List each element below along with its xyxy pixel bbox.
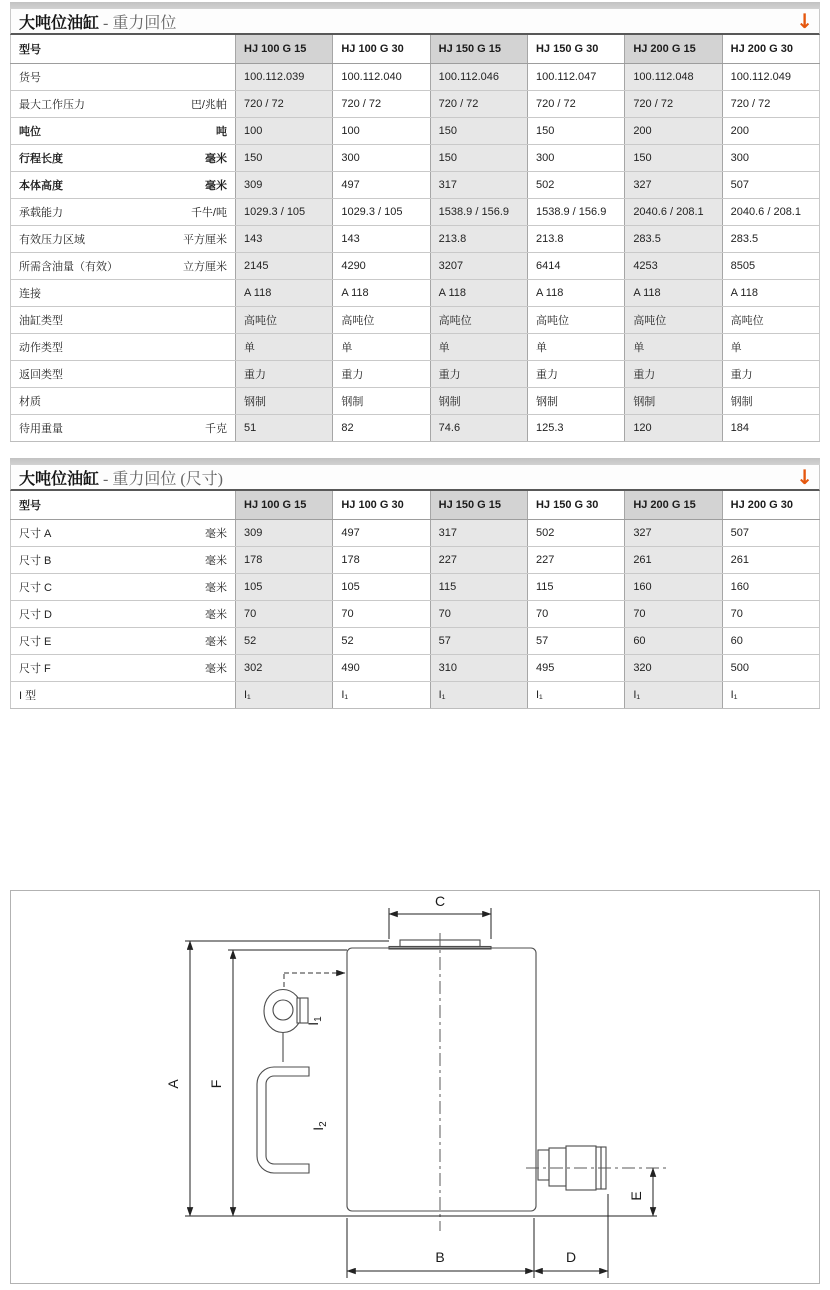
value-cell: 500 xyxy=(722,655,819,682)
value-cell: 160 xyxy=(625,574,722,601)
value-cell: 150 xyxy=(527,118,624,145)
row-unit: 毫米 xyxy=(205,153,227,165)
value-cell: 115 xyxy=(527,574,624,601)
dim-label-a: A xyxy=(165,1079,181,1089)
header-row xyxy=(11,491,820,520)
value-cell: 213.8 xyxy=(430,226,527,253)
value-cell: 302 xyxy=(236,655,333,682)
row-label-cell xyxy=(11,520,236,547)
table-row xyxy=(11,547,820,574)
value-cell: 213.8 xyxy=(527,226,624,253)
dim-label-f: F xyxy=(208,1079,224,1089)
row-label: 尺寸 D xyxy=(19,609,52,621)
down-arrow-icon: ↓ xyxy=(796,465,813,489)
section-header xyxy=(10,465,820,491)
value-cell: 单 xyxy=(722,334,819,361)
value-cell: 重力 xyxy=(625,361,722,388)
value-cell: 高吨位 xyxy=(430,307,527,334)
value-cell: A 118 xyxy=(527,280,624,307)
value-cell: 52 xyxy=(333,628,430,655)
value-cell: I₁ xyxy=(236,682,333,709)
value-cell: 300 xyxy=(527,145,624,172)
lifting-eye-hole xyxy=(273,1000,293,1020)
value-cell: 490 xyxy=(333,655,430,682)
value-cell: 4290 xyxy=(333,253,430,280)
value-cell: 200 xyxy=(722,118,819,145)
value-cell: 重力 xyxy=(722,361,819,388)
section-title-sub: - 重力回位 xyxy=(99,14,177,32)
row-label: 尺寸 B xyxy=(19,555,52,567)
row-label-cell xyxy=(11,280,236,307)
cylinder-body-outline xyxy=(257,940,606,1211)
dim-label-e: E xyxy=(628,1191,644,1201)
value-cell: 钢制 xyxy=(236,388,333,415)
value-cell: 重力 xyxy=(430,361,527,388)
value-cell: 70 xyxy=(527,601,624,628)
value-cell: 160 xyxy=(722,574,819,601)
eye-leader xyxy=(284,973,345,987)
value-cell: 100 xyxy=(333,118,430,145)
row-unit: 毫米 xyxy=(205,609,227,621)
value-cell: 重力 xyxy=(527,361,624,388)
dim-label-b: B xyxy=(435,1249,445,1265)
value-cell: 261 xyxy=(722,547,819,574)
value-cell: 283.5 xyxy=(722,226,819,253)
value-cell: 100 xyxy=(236,118,333,145)
value-cell: 单 xyxy=(430,334,527,361)
value-cell: 125.3 xyxy=(527,415,624,442)
table-row xyxy=(11,253,820,280)
value-cell: A 118 xyxy=(625,280,722,307)
value-cell: 150 xyxy=(236,145,333,172)
value-cell: 184 xyxy=(722,415,819,442)
row-label-cell xyxy=(11,628,236,655)
coupler-neck xyxy=(549,1148,566,1186)
row-unit: 毫米 xyxy=(205,636,227,648)
table-row xyxy=(11,280,820,307)
value-cell: 300 xyxy=(333,145,430,172)
row-label: 油缸类型 xyxy=(19,315,63,327)
table-row xyxy=(11,307,820,334)
row-label: 尺寸 E xyxy=(19,636,52,648)
value-cell: 720 / 72 xyxy=(527,91,624,118)
column-header: HJ 100 G 30 xyxy=(333,35,430,64)
value-cell: 钢制 xyxy=(722,388,819,415)
row-label: 动作类型 xyxy=(19,342,63,354)
value-cell: I₁ xyxy=(722,682,819,709)
carrying-handle xyxy=(257,1067,309,1173)
value-cell: 309 xyxy=(236,172,333,199)
row-label-cell xyxy=(11,226,236,253)
row-unit: 毫米 xyxy=(205,555,227,567)
value-cell: 150 xyxy=(625,145,722,172)
value-cell: 100.112.049 xyxy=(722,64,819,91)
part-label-i2: $I_2$ xyxy=(310,1121,329,1131)
row-label: 行程长度 xyxy=(19,153,63,165)
row-label: I 型 xyxy=(19,690,37,702)
row-label: 货号 xyxy=(19,72,41,84)
row-label: 材质 xyxy=(19,396,41,408)
value-cell: 2040.6 / 208.1 xyxy=(625,199,722,226)
value-cell: 1538.9 / 156.9 xyxy=(430,199,527,226)
value-cell: 100.112.048 xyxy=(625,64,722,91)
value-cell: 309 xyxy=(236,520,333,547)
column-header: HJ 150 G 15 xyxy=(430,35,527,64)
table-row xyxy=(11,145,820,172)
value-cell: 57 xyxy=(430,628,527,655)
hydraulic-coupler xyxy=(538,1146,606,1190)
table-row xyxy=(11,118,820,145)
value-cell: 70 xyxy=(430,601,527,628)
value-cell: 单 xyxy=(236,334,333,361)
value-cell: 143 xyxy=(236,226,333,253)
cylinder-diagram-svg xyxy=(11,891,819,1283)
value-cell: 钢制 xyxy=(333,388,430,415)
value-cell: 178 xyxy=(236,547,333,574)
value-cell: 1029.3 / 105 xyxy=(236,199,333,226)
value-cell: 钢制 xyxy=(527,388,624,415)
dim-label-c: C xyxy=(434,893,446,909)
value-cell: A 118 xyxy=(333,280,430,307)
value-cell: 100.112.040 xyxy=(333,64,430,91)
row-unit: 毫米 xyxy=(205,663,227,675)
value-cell: 178 xyxy=(333,547,430,574)
value-cell: I₁ xyxy=(430,682,527,709)
value-cell: A 118 xyxy=(722,280,819,307)
value-cell: 钢制 xyxy=(430,388,527,415)
row-unit: 千克 xyxy=(205,423,227,435)
row-label-cell xyxy=(11,547,236,574)
value-cell: 720 / 72 xyxy=(333,91,430,118)
value-cell: 1029.3 / 105 xyxy=(333,199,430,226)
lifting-eye-ring xyxy=(264,990,302,1033)
value-cell: 100.112.047 xyxy=(527,64,624,91)
column-header: HJ 200 G 30 xyxy=(722,35,819,64)
row-unit: 毫米 xyxy=(205,180,227,192)
value-cell: 227 xyxy=(527,547,624,574)
section-topbar xyxy=(10,458,820,465)
row-label-cell xyxy=(11,91,236,118)
value-cell: 高吨位 xyxy=(722,307,819,334)
value-cell: 320 xyxy=(625,655,722,682)
section-title xyxy=(19,466,223,489)
value-cell: 70 xyxy=(625,601,722,628)
value-cell: 261 xyxy=(625,547,722,574)
value-cell: 70 xyxy=(236,601,333,628)
value-cell: 60 xyxy=(722,628,819,655)
value-cell: 高吨位 xyxy=(333,307,430,334)
value-cell: 高吨位 xyxy=(236,307,333,334)
value-cell: 82 xyxy=(333,415,430,442)
column-header: HJ 200 G 30 xyxy=(722,491,819,520)
row-unit: 巴/兆帕 xyxy=(190,99,227,111)
table-row xyxy=(11,91,820,118)
value-cell: 200 xyxy=(625,118,722,145)
value-cell: 105 xyxy=(333,574,430,601)
row-label: 最大工作压力 xyxy=(19,99,85,111)
table-row xyxy=(11,655,820,682)
row-label-cell xyxy=(11,655,236,682)
row-label-cell xyxy=(11,253,236,280)
section-title-main: 大吨位油缸 xyxy=(19,470,100,488)
value-cell: 高吨位 xyxy=(527,307,624,334)
row-unit: 千牛/吨 xyxy=(190,207,227,219)
value-cell: I₁ xyxy=(527,682,624,709)
row-label: 返回类型 xyxy=(19,369,63,381)
value-cell: 74.6 xyxy=(430,415,527,442)
dim-label-d: D xyxy=(565,1249,577,1265)
value-cell: 51 xyxy=(236,415,333,442)
row-label: 连接 xyxy=(19,288,41,300)
value-cell: 钢制 xyxy=(625,388,722,415)
row-unit: 平方厘米 xyxy=(183,234,227,246)
value-cell: 6414 xyxy=(527,253,624,280)
value-cell: 507 xyxy=(722,520,819,547)
value-cell: 120 xyxy=(625,415,722,442)
row-label: 尺寸 A xyxy=(19,528,52,540)
row-label-cell xyxy=(11,64,236,91)
row-label: 本体高度 xyxy=(19,180,63,192)
column-header: HJ 150 G 30 xyxy=(527,491,624,520)
row-unit: 毫米 xyxy=(205,582,227,594)
model-column-header: 型号 xyxy=(11,35,236,64)
dimensions-table xyxy=(10,491,820,709)
column-header: HJ 100 G 15 xyxy=(236,35,333,64)
table-row xyxy=(11,388,820,415)
column-header: HJ 100 G 15 xyxy=(236,491,333,520)
value-cell: 300 xyxy=(722,145,819,172)
header-row xyxy=(11,35,820,64)
value-cell: 502 xyxy=(527,520,624,547)
value-cell: 283.5 xyxy=(625,226,722,253)
value-cell: 重力 xyxy=(236,361,333,388)
section-title-main: 大吨位油缸 xyxy=(19,14,100,32)
column-header: HJ 200 G 15 xyxy=(625,35,722,64)
part-label-i1: $I_1$ xyxy=(305,1016,324,1026)
value-cell: 2040.6 / 208.1 xyxy=(722,199,819,226)
table-row xyxy=(11,226,820,253)
table-row xyxy=(11,574,820,601)
value-cell: 4253 xyxy=(625,253,722,280)
value-cell: 3207 xyxy=(430,253,527,280)
row-label: 尺寸 C xyxy=(19,582,52,594)
row-label-cell xyxy=(11,574,236,601)
row-label-cell xyxy=(11,145,236,172)
value-cell: 317 xyxy=(430,172,527,199)
value-cell: 150 xyxy=(430,118,527,145)
value-cell: 单 xyxy=(333,334,430,361)
value-cell: 720 / 72 xyxy=(722,91,819,118)
value-cell: 105 xyxy=(236,574,333,601)
value-cell: 310 xyxy=(430,655,527,682)
value-cell: 497 xyxy=(333,172,430,199)
row-label-cell xyxy=(11,334,236,361)
row-label-cell xyxy=(11,415,236,442)
value-cell: 单 xyxy=(527,334,624,361)
table-row xyxy=(11,682,820,709)
row-label-cell xyxy=(11,361,236,388)
table-row xyxy=(11,172,820,199)
value-cell: 2145 xyxy=(236,253,333,280)
column-header: HJ 150 G 30 xyxy=(527,35,624,64)
lifting-eye-boss xyxy=(297,998,308,1023)
value-cell: 1538.9 / 156.9 xyxy=(527,199,624,226)
table-row xyxy=(11,199,820,226)
table-row xyxy=(11,334,820,361)
column-header: HJ 200 G 15 xyxy=(625,491,722,520)
section-title xyxy=(19,10,176,33)
value-cell: 720 / 72 xyxy=(430,91,527,118)
value-cell: 100.112.039 xyxy=(236,64,333,91)
row-label: 吨位 xyxy=(19,126,41,138)
section-header xyxy=(10,9,820,35)
value-cell: 502 xyxy=(527,172,624,199)
row-label-cell xyxy=(11,172,236,199)
row-label-cell xyxy=(11,682,236,709)
spec-table-section xyxy=(10,2,820,442)
value-cell: A 118 xyxy=(430,280,527,307)
value-cell: 507 xyxy=(722,172,819,199)
table-row xyxy=(11,415,820,442)
value-cell: 143 xyxy=(333,226,430,253)
section-topbar xyxy=(10,2,820,9)
spec-table xyxy=(10,35,820,442)
row-label-cell xyxy=(11,601,236,628)
row-label-cell xyxy=(11,118,236,145)
value-cell: 720 / 72 xyxy=(625,91,722,118)
row-label-cell xyxy=(11,388,236,415)
value-cell: 317 xyxy=(430,520,527,547)
cylinder-body xyxy=(347,948,536,1211)
table-row xyxy=(11,361,820,388)
section-title-sub: - 重力回位 (尺寸) xyxy=(99,470,224,488)
table-row xyxy=(11,64,820,91)
row-label: 所需含油量（有效） xyxy=(19,261,118,273)
column-header: HJ 150 G 15 xyxy=(430,491,527,520)
row-label: 有效压力区域 xyxy=(19,234,85,246)
down-arrow-icon: ↓ xyxy=(796,9,813,33)
dimension-lines xyxy=(185,908,657,1278)
value-cell: 高吨位 xyxy=(625,307,722,334)
value-cell: 57 xyxy=(527,628,624,655)
value-cell: 495 xyxy=(527,655,624,682)
value-cell: 115 xyxy=(430,574,527,601)
row-label: 尺寸 F xyxy=(19,663,51,675)
row-unit: 毫米 xyxy=(205,528,227,540)
value-cell: A 118 xyxy=(236,280,333,307)
value-cell: 70 xyxy=(333,601,430,628)
value-cell: 52 xyxy=(236,628,333,655)
table-row xyxy=(11,628,820,655)
row-unit: 立方厘米 xyxy=(183,261,227,273)
value-cell: 227 xyxy=(430,547,527,574)
column-header: HJ 100 G 30 xyxy=(333,491,430,520)
dimensions-table-section xyxy=(10,458,820,709)
row-unit: 吨 xyxy=(216,126,227,138)
value-cell: 100.112.046 xyxy=(430,64,527,91)
row-label-cell xyxy=(11,307,236,334)
value-cell: 60 xyxy=(625,628,722,655)
value-cell: I₁ xyxy=(333,682,430,709)
table-row xyxy=(11,601,820,628)
table-row xyxy=(11,520,820,547)
value-cell: 单 xyxy=(625,334,722,361)
value-cell: I₁ xyxy=(625,682,722,709)
value-cell: 327 xyxy=(625,172,722,199)
value-cell: 70 xyxy=(722,601,819,628)
row-label: 待用重量 xyxy=(19,423,63,435)
value-cell: 150 xyxy=(430,145,527,172)
row-label: 承载能力 xyxy=(19,207,63,219)
value-cell: 497 xyxy=(333,520,430,547)
model-column-header: 型号 xyxy=(11,491,236,520)
row-label-cell xyxy=(11,199,236,226)
cylinder-technical-drawing xyxy=(10,890,820,1284)
value-cell: 8505 xyxy=(722,253,819,280)
value-cell: 720 / 72 xyxy=(236,91,333,118)
value-cell: 327 xyxy=(625,520,722,547)
value-cell: 重力 xyxy=(333,361,430,388)
